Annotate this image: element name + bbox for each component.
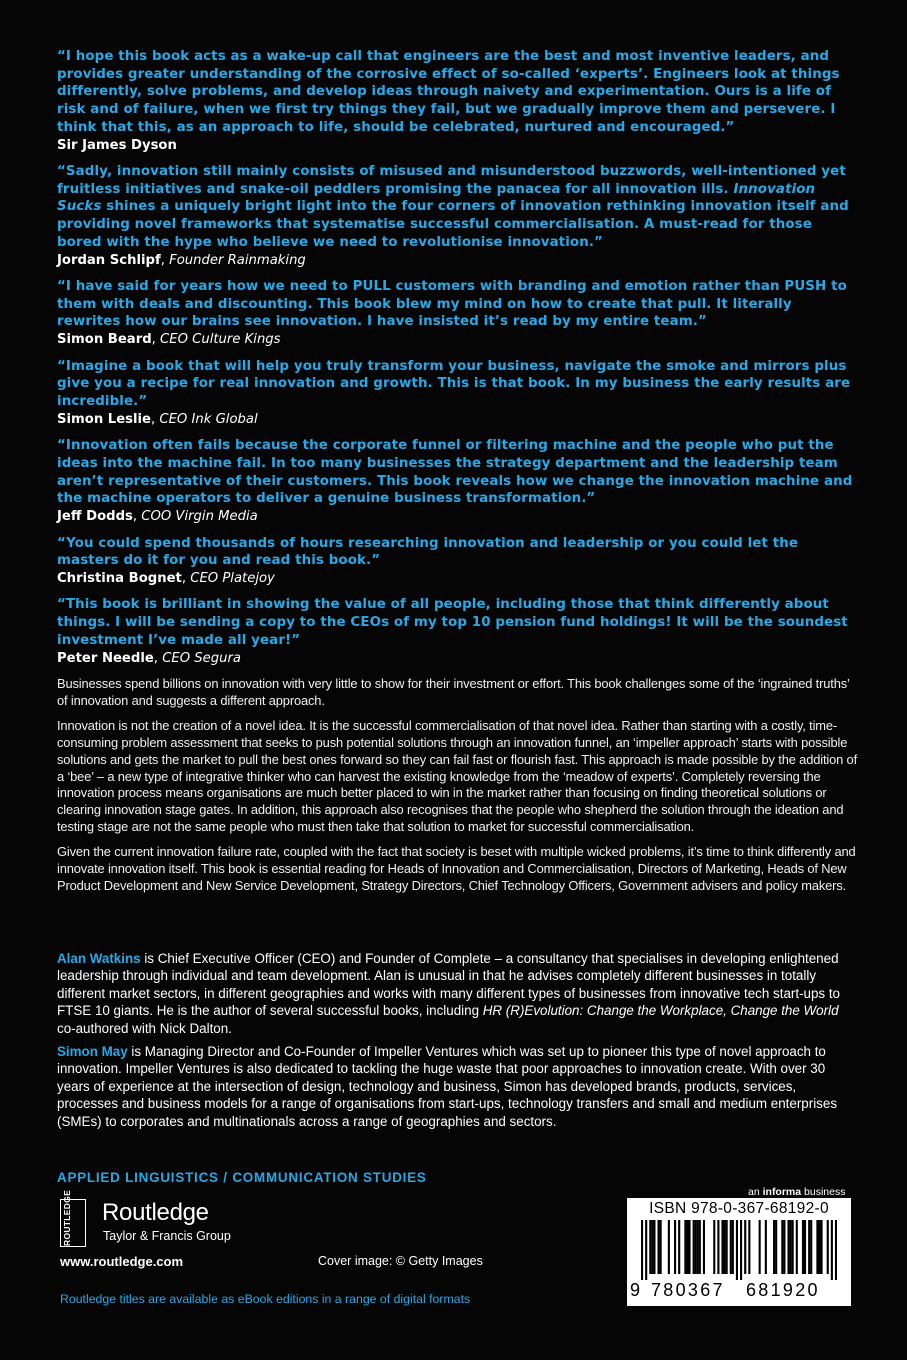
- barcode-bar: [792, 1220, 794, 1274]
- endorsement-schlipf: [57, 163, 857, 269]
- barcode-bar: [740, 1220, 742, 1280]
- informa-bold: informa: [762, 1186, 802, 1198]
- barcode-bar: [802, 1220, 804, 1274]
- barcode-bar: [717, 1220, 719, 1274]
- quote-attribution: Jeff Dodds, COO Virgin Media: [57, 509, 258, 525]
- informa-tagline: [748, 1186, 845, 1198]
- bio-text: co-authored with Nick Dalton.: [57, 1020, 232, 1036]
- barcode-bar: [649, 1220, 651, 1274]
- quote-role: Founder Rainmaking: [169, 252, 306, 268]
- quote-author: Peter Needle: [57, 650, 154, 666]
- barcode-bar: [699, 1220, 701, 1274]
- barcode-bar: [765, 1220, 767, 1274]
- barcode-bar: [653, 1220, 655, 1274]
- barcode-bar: [790, 1220, 792, 1274]
- quote-text: “You could spend thousands of hours researching innovation and leadership or you could let the masters do it for you and read this book.”: [57, 535, 799, 569]
- barcode-bar: [796, 1220, 798, 1274]
- publisher-group: Taylor & Francis Group: [103, 1229, 231, 1243]
- quote-text: “I hope this book acts as a wake-up call that engineers are the best and most inventive leaders, and provides greater understanding of the corrosive effect of so-called ‘experts’. Engineers look at things differently, solve problems, and develop ideas through naivety and experimentation. Ours is a life of risk and of failure, when we first try things they fail, but we gradually improve them and persevere. I think that this, as an approach to life, should be celebrated, nurtured and encouraged.”: [57, 49, 840, 135]
- barcode-bar: [781, 1220, 783, 1274]
- quote-attribution: Jordan Schlipf, Founder Rainmaking: [57, 252, 306, 268]
- barcode-bar: [820, 1220, 822, 1274]
- barcode-bar: [688, 1220, 690, 1274]
- barcode-bar: [744, 1220, 746, 1274]
- barcode-bar: [804, 1220, 806, 1274]
- quote-author: Simon Beard: [57, 332, 152, 348]
- barcode-bar: [660, 1220, 662, 1274]
- book-title: Innovation Sucks: [57, 181, 816, 215]
- quote-attribution: Simon Leslie, CEO Ink Global: [57, 411, 258, 427]
- quote-attribution: Christina Bognet, CEO Platejoy: [57, 570, 275, 586]
- barcode-bar: [773, 1220, 775, 1274]
- barcode-bar: [686, 1220, 688, 1274]
- barcode-digit-first: 9: [630, 1280, 641, 1300]
- author-name: Simon May: [57, 1044, 128, 1060]
- barcode-bar: [697, 1220, 699, 1274]
- endorsement-leslie: [57, 358, 857, 429]
- barcode-bar: [726, 1220, 728, 1274]
- description-paragraph: Businesses spend billions on innovation with very little to show for their investment or effort. This book challenges some of the ‘ingrained truths’ of innovation and suggests a different approach.: [57, 676, 850, 708]
- barcode-bar: [674, 1220, 676, 1274]
- description-paragraph: Given the current innovation failure rate, coupled with the fact that society is beset with multiple wicked problems, it’s time to think differently and innovate innovation itself. This book is essential reading for Heads of Innovation and Commercialisation, Directors of Marketing, Heads of New Product Development and New Service Development, Strategy Directors, Chief Technology Officers, Government advisers and policy makers.: [57, 844, 856, 893]
- barcode-bar: [808, 1220, 810, 1274]
- quote-role: COO Virgin Media: [141, 509, 258, 525]
- quote-author: Jeff Dodds: [57, 509, 133, 525]
- barcode-bar: [724, 1220, 726, 1274]
- barcode-bar: [827, 1220, 829, 1274]
- quote-text: “This book is brilliant in showing the value of all people, including those that think differently about things. I will be sending a copy to the CEOs of my top 10 pension fund holdings! It will be the soundest investment I’ve made all year!”: [57, 597, 848, 648]
- barcode-bar: [641, 1220, 643, 1280]
- quote-author: Simon Leslie: [57, 411, 151, 427]
- barcode-bar: [713, 1220, 715, 1274]
- publisher-website[interactable]: www.routledge.com: [60, 1254, 184, 1269]
- barcode-bar: [759, 1220, 761, 1274]
- description-paragraph: Innovation is not the creation of a novel idea. It is the successful commercialisation of that novel idea. Rather than starting with a costly, time-consuming problem assessment that seeks to push potential solutions through an innovation funnel, an ‘impeller approach’ starts with possible solutions and gets the market to pull the best ones forward so they can fail fast or flourish fast. This approach is made possible by the addition of a ‘bee’ – a new type of integrative thinker who can harvest the existing knowledge from the ‘meadow of experts’. Completely reversing the innovation process means organisations are much better placed to win in the market rather than focusing on finding theoretical solutions or clearing innovation stage gates. In addition, this approach also recognises that the people who shepherd the solution through the ideation and testing stage are not the same people who must then take that solution to market for successful commercialisation.: [57, 717, 858, 835]
- isbn-label: ISBN 978-0-367-68192-0: [649, 1200, 829, 1217]
- quote-attribution: [57, 137, 857, 155]
- quote-text: “Innovation often fails because the corporate funnel or filtering machine and the people who put the ideas into the machine fail. In too many businesses the strategy department and the leadership team aren’t representative of their customers. This book reveals how we change the innovation machine and the machine operators to deliver a genuine business transformation.”: [57, 438, 853, 507]
- barcode-bar: [783, 1220, 785, 1274]
- informa-post: business: [801, 1186, 846, 1198]
- endorsement-bognet: [57, 535, 857, 588]
- barcode-bar: [684, 1220, 686, 1274]
- barcode-bar: [658, 1220, 660, 1274]
- publisher-logo: [60, 1189, 260, 1249]
- barcode-bar: [835, 1220, 837, 1280]
- barcode: [627, 1198, 851, 1306]
- quote-author: Jordan Schlipf: [57, 252, 161, 268]
- quote-role: CEO Ink Global: [159, 411, 258, 427]
- ebook-note: Routledge titles are available as eBook editions in a range of digital formats: [60, 1292, 471, 1306]
- author-bios: [57, 950, 857, 1136]
- barcode-bar: [816, 1220, 818, 1274]
- endorsement-dyson: [57, 48, 857, 154]
- quote-text-part: “Sadly, innovation still mainly consists of misused and misunderstood buzzwords, well-intentioned yet fruitless initiatives and snake-oil peddlers promising the panacea for all innovation ills.: [57, 164, 846, 197]
- barcode-bar: [736, 1220, 738, 1280]
- barcode-bar: [668, 1220, 670, 1274]
- book-description: [57, 676, 857, 903]
- endorsement-dodds: [57, 437, 857, 525]
- endorsements: [57, 48, 857, 676]
- mark-text: ROUTLEDGE: [62, 1189, 72, 1246]
- barcode-bar: [703, 1220, 705, 1274]
- author-name: Alan Watkins: [57, 951, 141, 966]
- barcode-bar: [748, 1220, 750, 1274]
- endorsement-needle: [57, 596, 857, 667]
- barcode-bar: [695, 1220, 697, 1274]
- barcode-bar: [721, 1220, 723, 1274]
- barcode-bar: [831, 1220, 833, 1280]
- barcode-bars: [641, 1220, 837, 1280]
- barcode-bar: [775, 1220, 777, 1274]
- subject-category: APPLIED LINGUISTICS / COMMUNICATION STUDIES: [57, 1170, 427, 1185]
- author-bio-may: [57, 1043, 857, 1130]
- quote-author: Sir James Dyson: [57, 137, 177, 153]
- book-title: HR (R)Evolution: Change the Workplace, Change the World: [482, 1003, 839, 1019]
- barcode-bar: [693, 1220, 695, 1274]
- bio-text: is Chief Executive Officer (CEO) and Founder of Complete – a consultancy that specialises in developing enlightened leadership through individual and team development. Alan is unusual in that he advises completely different businesses in totally different market sectors, in different geographies and works with many different types of businesses from innovative tech start-ups to FTSE 10 giants. He is the author of several successful books, including: [57, 951, 841, 1019]
- endorsement-beard: [57, 278, 857, 349]
- quote-role: CEO Segura: [162, 650, 242, 666]
- quote-role: CEO Platejoy: [190, 570, 275, 586]
- barcode-bar: [810, 1220, 812, 1274]
- quote-text: “Imagine a book that will help you truly transform your business, navigate the smoke and mirrors plus give you a recipe for real innovation and growth. This is that book. In my business the early results are incredible.”: [57, 358, 851, 410]
- quote-text-part: shines a uniquely bright light into the four corners of innovation rethinking innovation itself and providing novel frameworks that systematise successful commercialisation. A must-read for those bored with the hype who believe we need to revolutionise innovation.”: [57, 199, 849, 250]
- informa-pre: an: [748, 1186, 763, 1198]
- quote-attribution: Peter Needle, CEO Segura: [57, 650, 242, 666]
- bio-text: is Managing Director and Co-Founder of Impeller Ventures which was set up to pioneer this type of novel approach to innovation. Impeller Ventures is also dedicated to tackling the huge waste that poor approaches to innovation create. With over 30 years of experience at the intersection of design, technology and business, Simon has developed brands, products, services, processes and business models for a range of organisations from start-ups, technology transfers and small and medium enterprises (SMEs) to corporates and multinationals across a range of geographies and sectors.: [57, 1044, 838, 1129]
- quote-author: Christina Bognet: [57, 570, 182, 586]
- barcode-bar: [787, 1220, 789, 1274]
- barcode-bar: [651, 1220, 653, 1274]
- barcode-bar: [645, 1220, 647, 1280]
- routledge-mark-icon: [60, 1189, 86, 1247]
- author-bio-watkins: [57, 950, 857, 1037]
- quote-text: “I have said for years how we need to PULL customers with branding and emotion rather than PUSH to them with deals and discounting. This book blew my mind on how to create that pull. It literally rewrites how our brains see innovation. I have insisted it’s read by my entire team.”: [57, 279, 847, 330]
- quote-text: [57, 163, 857, 252]
- barcode-bar: [730, 1220, 732, 1274]
- barcode-bar: [818, 1220, 820, 1274]
- barcode-bar: [678, 1220, 680, 1274]
- quote-role: CEO Culture Kings: [160, 332, 281, 348]
- quote-attribution: Simon Beard, CEO Culture Kings: [57, 332, 281, 348]
- cover-credit: Cover image: © Getty Images: [318, 1254, 483, 1268]
- barcode-bar: [732, 1220, 734, 1274]
- publisher-name: Routledge: [102, 1199, 209, 1226]
- barcode-digit-left: 780367: [651, 1280, 725, 1300]
- barcode-digit-right: 681920: [746, 1280, 820, 1300]
